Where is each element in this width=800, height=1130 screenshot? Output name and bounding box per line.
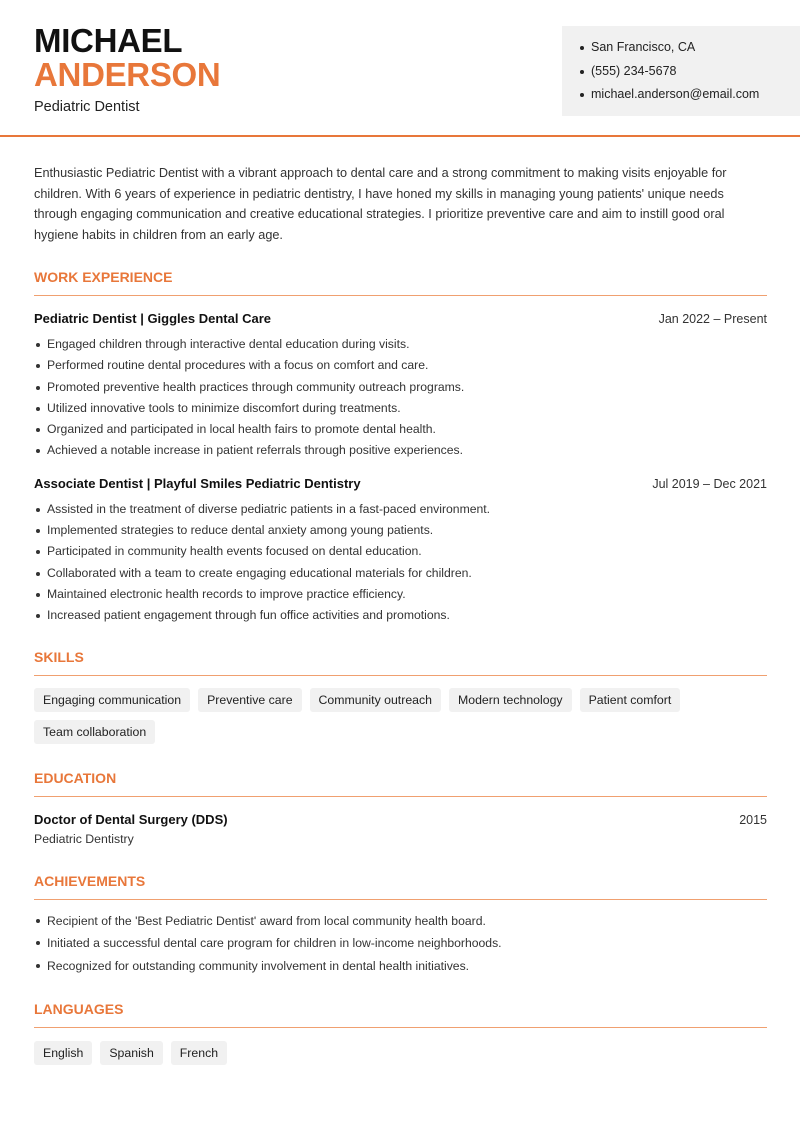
skill-chip: Modern technology (449, 688, 572, 712)
job-entry (34, 311, 767, 462)
contact-location: San Francisco, CA (580, 36, 800, 60)
field-of-study: Pediatric Dentistry (34, 831, 134, 846)
last-name: ANDERSON (34, 56, 221, 93)
education-section (34, 770, 767, 847)
languages-section (34, 1001, 767, 1065)
job-role: Pediatric Dentist (34, 99, 140, 115)
section-title-achievements: ACHIEVEMENTS (34, 873, 767, 900)
job-bullet: Promoted preventive health practices through community outreach programs. (34, 377, 767, 398)
section-title-skills: SKILLS (34, 649, 767, 676)
candidate-name (34, 24, 220, 91)
contact-email[interactable]: michael.anderson@email.com (580, 83, 800, 107)
skills-list (34, 688, 767, 744)
section-title-education: EDUCATION (34, 770, 767, 797)
contact-box (562, 26, 800, 116)
job-bullet: Maintained electronic health records to improve practice efficiency. (34, 584, 767, 605)
job-date: Jul 2019 – Dec 2021 (652, 476, 767, 491)
skill-chip: Community outreach (310, 688, 441, 712)
section-title-work: WORK EXPERIENCE (34, 269, 767, 296)
degree: Doctor of Dental Surgery (DDS) (34, 811, 228, 827)
language-chip: Spanish (100, 1041, 162, 1065)
resume-body (34, 163, 767, 1065)
language-chip: French (171, 1041, 227, 1065)
job-bullet: Implemented strategies to reduce dental anxiety among young patients. (34, 520, 767, 541)
language-chip: English (34, 1041, 92, 1065)
summary: Enthusiastic Pediatric Dentist with a vibrant approach to dental care and a strong commitment to making visits enjoyable for children. With 6 years of experience in pediatric dentistry, I have honed my skills in managing young patients' unique needs through engaging communication and creative educational strategies. I prioritize preventive care and aim to instill good oral hygiene habits in children from an early age. (34, 166, 727, 242)
languages-list (34, 1041, 767, 1065)
job-title: Associate Dentist | Playful Smiles Pediatric Dentistry (34, 475, 361, 491)
job-bullet: Increased patient engagement through fun office activities and promotions. (34, 605, 767, 626)
section-title-languages: LANGUAGES (34, 1001, 767, 1028)
skill-chip: Patient comfort (580, 688, 681, 712)
job-bullet: Achieved a notable increase in patient referrals through positive experiences. (34, 440, 767, 461)
first-name: MICHAEL (34, 22, 183, 59)
job-title: Pediatric Dentist | Giggles Dental Care (34, 311, 271, 326)
job-bullet: Performed routine dental procedures with a focus on comfort and care. (34, 355, 767, 376)
job-bullet: Utilized innovative tools to minimize discomfort during treatments. (34, 398, 767, 419)
job-bullet: Engaged children through interactive dental education during visits. (34, 334, 767, 355)
achievement-item: Recipient of the 'Best Pediatric Dentist' award from local community health board. (34, 910, 767, 933)
skills-section (34, 649, 767, 744)
job-bullet: Collaborated with a team to create engaging educational materials for children. (34, 563, 767, 584)
achievements-section (34, 873, 767, 978)
achievement-item: Recognized for outstanding community involvement in dental health initiatives. (34, 955, 767, 978)
graduation-year: 2015 (739, 812, 767, 827)
contact-phone: (555) 234-5678 (580, 60, 800, 84)
resume-header (0, 0, 800, 137)
skill-chip: Team collaboration (34, 720, 155, 744)
achievements-list (34, 910, 767, 978)
job-entry (34, 476, 767, 627)
achievement-item: Initiated a successful dental care program for children in low-income neighborhoods. (34, 932, 767, 955)
education-entry (34, 812, 767, 847)
job-bullet: Assisted in the treatment of diverse pediatric patients in a fast-paced environment. (34, 499, 767, 520)
job-date: Jan 2022 – Present (658, 312, 767, 326)
skill-chip: Engaging communication (34, 688, 190, 712)
job-bullet: Organized and participated in local health fairs to promote dental health. (34, 419, 767, 440)
work-experience-section (34, 269, 767, 627)
job-bullet: Participated in community health events focused on dental education. (34, 541, 767, 562)
skill-chip: Preventive care (198, 688, 301, 712)
